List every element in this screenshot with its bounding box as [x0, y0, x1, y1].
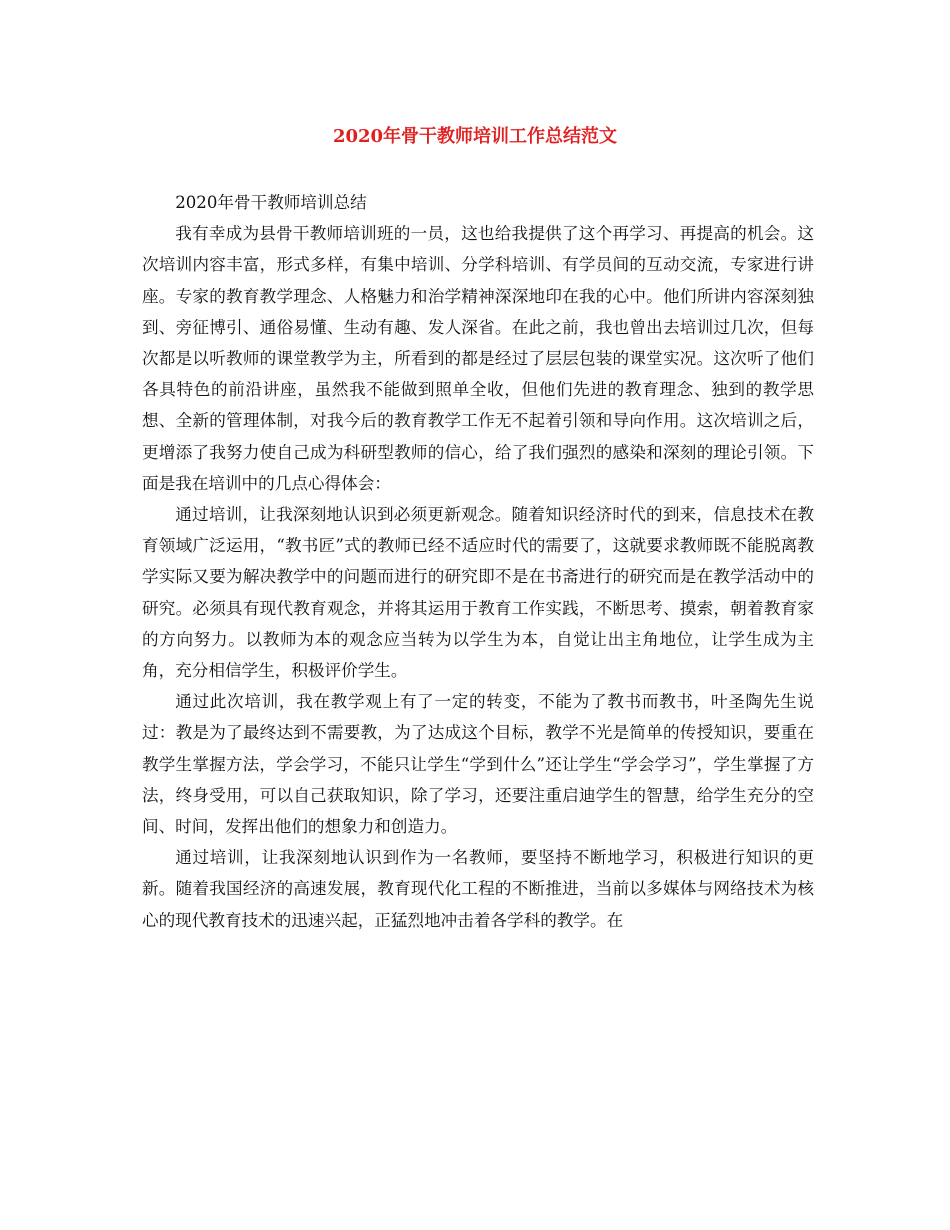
paragraph-intro: 我有幸成为县骨干教师培训班的一员，这也给我提供了这个再学习、再提高的机会。这次培训内容丰富，形式多样，有集中培训、分学科培训、有学员间的互动交流，专家进行讲座。专家的教育教学理念、人格魅力和治学精神深深地印在我的心中。他们所讲内容深刻独到、旁征博引、通俗易懂、生动有趣、发人深省。在此之前，我也曾出去培训过几次，但每次都是以听教师的课堂教学为主，所看到的都是经过了层层包装的课堂实况。这次听了他们各具特色的前沿讲座，虽然我不能做到照单全收，但他们先进的教育理念、独到的教学思想、全新的管理体制，对我今后的教育教学工作无不起着引领和导向作用。这次培训之后，更增添了我努力使自己成为科研型教师的信心，给了我们强烈的感染和深刻的理论引领。下面是我在培训中的几点心得体会：: [142, 224, 814, 493]
paragraph-continuous-learning: 通过培训，让我深刻地认识到作为一名教师，要坚持不断地学习，积极进行知识的更新。随着我国经济的高速发展，教育现代化工程的不断推进，当前以多媒体与网络技术为核心的现代教育技术的迅速兴起，正猛烈地冲击着各学科的教学。在: [142, 848, 814, 930]
paragraph-update-concepts: 通过培训，让我深刻地认识到必须更新观念。随着知识经济时代的到来，信息技术在教育领域广泛运用，“教书匠”式的教师已经不适应时代的需要了，这就要求教师既不能脱离教学实际又要为解决教学中的问题而进行的研究即不是在书斋进行的研究而是在教学活动中的研究。必须具有现代教育观念，并将其运用于教育工作实践，不断思考、摸索，朝着教育家的方向努力。以教师为本的观念应当转为以学生为本，自觉让出主角地位，让学生成为主角，充分相信学生，积极评价学生。: [142, 505, 814, 681]
document-subtitle: 2020年骨干教师培训总结: [175, 193, 367, 212]
document-title: 2020年骨干教师培训工作总结范文: [332, 126, 618, 147]
paragraph-teaching-view: 通过此次培训，我在教学观上有了一定的转变，不能为了教书而教书，叶圣陶先生说过：教是为了最终达到不需要教，为了达成这个目标，教学不光是简单的传授知识，要重在教学生掌握方法，学会学习，不能只让学生“学到什么”还让学生“学会学习”，学生掌握了方法，终身受用，可以自己获取知识，除了学习，还要注重启迪学生的智慧，给学生充分的空间、时间，发挥出他们的想象力和创造力。: [142, 692, 814, 837]
document-body: [142, 187, 814, 936]
